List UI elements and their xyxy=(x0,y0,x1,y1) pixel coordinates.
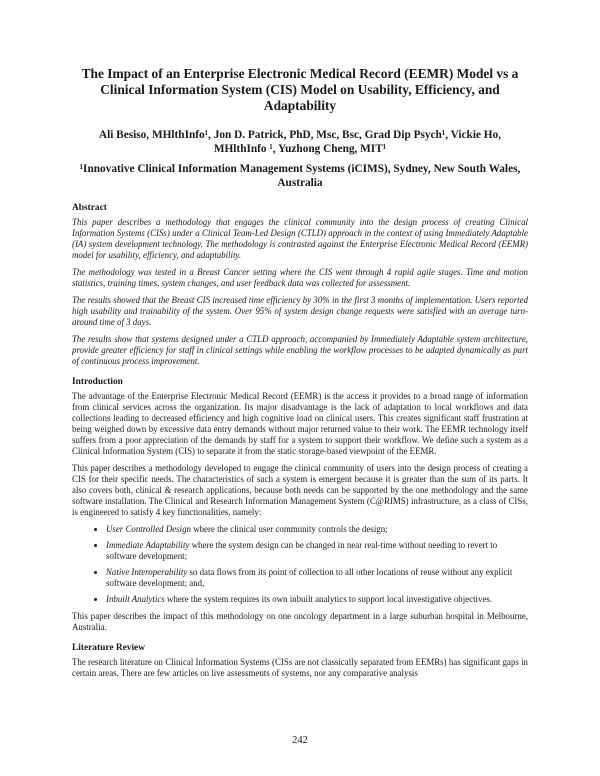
page-number: 242 xyxy=(292,735,308,746)
affiliation: ¹Innovative Clinical Information Management Systems (iCIMS), Sydney, New South Wales, Australia xyxy=(79,163,521,189)
list-item-term: Immediate Adaptability xyxy=(106,540,190,550)
abstract-paragraph: This paper describes a methodology that engages the clinical community into the design process of creating Clinical Information Systems (CISs) under a Clinical Team-Led Design (CTLD) approach in the context of using Immediately Adaptable (IA) system development technology. The methodology is contrasted against the Enterprise Electronic Medical Record (EEMR) model for usability, efficiency, and adaptability. xyxy=(72,217,528,260)
paper-title: The Impact of an Enterprise Electronic Medical Record (EEMR) Model vs a Clinical Information System (CIS) Model on Usability, Efficiency, and Adaptability xyxy=(81,66,519,113)
list-item xyxy=(106,524,528,535)
introduction-closing-paragraph: This paper describes the impact of this methodology on one oncology department in a large suburban hospital in Melbourne, Australia. xyxy=(72,611,528,632)
list-item xyxy=(106,567,528,589)
list-item xyxy=(106,594,528,605)
list-item-term: Native Interoperability xyxy=(106,567,188,577)
introduction-paragraph: The advantage of the Enterprise Electronic Medical Record (EEMR) is the access it provides to a broad range of information from clinical services across the organization. Its major disadvantage is the lack of adaptation to local workflows and data collections leading to decreased efficiency and high cognitive load on clinical users. This creates significant staff frustration at being weighed down by excessive data entry demands without major returned value to their work. The EEMR technology itself suffers from a poor appreciation of the demands by staff for a system to support their workflow. We define such a system as a Clinical Information System (CIS) to separate it from the static storage-based viewpoint of the EEMR. xyxy=(72,391,528,456)
abstract-heading: Abstract xyxy=(72,203,107,213)
literature-review-paragraph: The research literature on Clinical Information Systems (CISs are not classically separated from EEMRs) has significant gaps in certain areas. There are few articles on live assessments of systems, nor any comparative analysis xyxy=(72,657,528,678)
list-item-text: where the system requires its own inbuilt analytics to support local investigative objectives. xyxy=(164,594,493,604)
list-item xyxy=(106,540,528,562)
list-item-text: where the system design can be changed in near real-time without needing to revert to software development; xyxy=(106,540,498,561)
literature-review-heading: Literature Review xyxy=(72,643,145,653)
list-item-text: where the clinical user community controls the design; xyxy=(190,524,388,534)
introduction-heading: Introduction xyxy=(72,377,123,387)
list-item-term: Inbuilt Analytics xyxy=(106,594,165,604)
list-item-text: so data flows from its point of collection to all other locations of reuse without any explicit software development; and, xyxy=(106,567,513,588)
list-item-term: User Controlled Design xyxy=(106,524,191,534)
abstract-paragraph: The methodology was tested in a Breast Cancer setting where the CIS went through 4 rapid agile stages. Time and motion statistics, training times, system changes, and user feedback data was collected for assessment. xyxy=(72,267,528,288)
abstract-paragraph: The results showed that the Breast CIS increased time efficiency by 30% in the first 3 months of implementation. Users reported high usability and trainability of the system. Over 95% of system design change requests were satisfied with an average turn-around time of 3 days. xyxy=(72,295,528,327)
introduction-paragraph: This paper describes a methodology developed to engage the clinical community of users into the design process of creating a CIS for their specific needs. The characteristics of such a system is emergent because it is greater than the sum of its parts. It also covers both, clinical & research applications, because both needs can be supported by the one methodology and the same software installation. The Clinical and Research Information Management System (C@RIMS) infrastructure, as a class of CISs, is engineered to satisfy 4 key functionalities, namely: xyxy=(72,463,528,517)
author-list: Ali Besiso, MHlthInfo¹, Jon D. Patrick, PhD, Msc, Bsc, Grad Dip Psych¹, Vickie Ho, MHlthInfo ¹, Yuzhong Cheng, MIT¹ xyxy=(98,129,502,155)
abstract-paragraph: The results show that systems designed under a CTLD approach, accompanied by Immediately Adaptable system architecture, provide greater efficiency for staff in clinical settings while enabling the workflow processes to be adapted dynamically as part of continuous process improvement. xyxy=(72,334,528,366)
functionality-list xyxy=(72,524,528,605)
